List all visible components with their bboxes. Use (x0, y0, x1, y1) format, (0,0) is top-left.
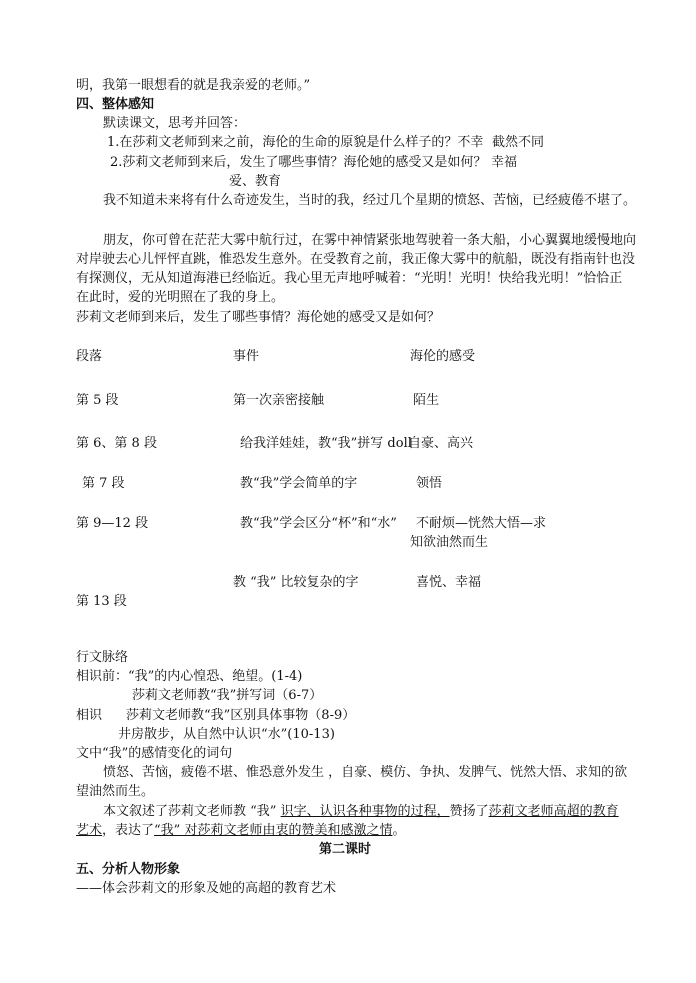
table-header-event: 事件 (233, 349, 260, 364)
paragraph-line: 有探测仪，无从知道海港已经临近。我心里无声地呼喊着：“光明！光明！快给我光明！”恰恰正 (76, 271, 623, 286)
table-cell-event: 给我洋娃娃，教“我”拼写 doll (240, 436, 412, 451)
question-repeat: 莎莉文老师到来后，发生了哪些事情？海伦她的感受又是如何？ (76, 310, 441, 325)
paragraph-line: 朋友，你可曾在茫茫大雾中航行过，在雾中神情紧张地驾驶着一条大船，小心翼翼地缓慢地向 (103, 233, 637, 248)
paragraph-line: 在此时，爱的光明照在了我的身上。 (76, 290, 285, 305)
section4-task: 默读课文，思考并回答： (103, 116, 247, 131)
question-1: 1.在莎莉文老师到来之前，海伦的生命的原貌是什么样子的？不幸 (107, 135, 484, 150)
intro-line: 明，我第一眼想看的就是我亲爱的老师。” (76, 78, 311, 93)
section5-subheading: ——体会莎莉文的形象及她的高超的教育艺术 (76, 881, 337, 896)
table-cell-feeling: 领悟 (416, 476, 443, 491)
summary-text: 本文叙述了莎莉文老师教 “我” (103, 804, 277, 819)
table-cell-feeling: 自豪、高兴 (408, 436, 474, 451)
table-cell-event: 教“我”学会区分“杯”和“水” (240, 516, 397, 531)
quote-line: 我不知道未来将有什么奇迹发生，当时的我，经过几个星期的愤怒、苦恼，已经疲倦不堪了。 (103, 193, 637, 208)
table-cell-feeling: 喜悦、幸福 (416, 575, 482, 590)
table-header-feeling: 海伦的感受 (410, 349, 476, 364)
changes-line: 愤怒、苦恼，疲倦不堪、惟恐意外发生 ，自豪、模仿、争执、发脾气、恍然大悟、求知的欲 (103, 765, 628, 780)
summary-line-1 (103, 804, 619, 820)
question-2-answer: 幸福 (491, 155, 518, 170)
summary-line-2 (76, 823, 405, 839)
summary-underlined: “我” 对莎莉文老师由衷的赞美和感激之情 (154, 823, 393, 838)
question-2: 2.莎莉文老师到来后，发生了哪些事情？海伦她的感受又是如何？ (110, 155, 487, 170)
table-cell-para: 第 6、第 8 段 (76, 436, 157, 451)
question-1-answer: 截然不同 (492, 135, 545, 150)
table-cell-event: 教“我”学会简单的字 (240, 476, 358, 491)
summary-text: ，表达了 (102, 823, 155, 838)
summary-text: 赞扬了 (449, 804, 489, 819)
lesson-2-heading: 第二课时 (319, 842, 372, 857)
table-cell-feeling-cont: 知欲油然而生 (410, 535, 489, 550)
table-cell-para: 第 7 段 (82, 476, 125, 491)
table-cell-para: 第 5 段 (76, 393, 119, 408)
table-header-para: 段落 (76, 349, 103, 364)
section5-heading: 五、分析人物形象 (76, 862, 181, 877)
summary-underlined: 莎莉文老师高超的教育 (488, 804, 619, 819)
outline-title: 行文脉络 (76, 650, 129, 665)
outline-line: 莎莉文老师教“我”区别具体事物（8-9） (126, 708, 356, 723)
section4-heading: 四、整体感知 (76, 97, 155, 112)
outline-label: 相识 (76, 708, 103, 723)
changes-title: 文中“我”的感情变化的词句 (76, 746, 233, 761)
table-cell-event: 教 “我” 比较复杂的字 (233, 575, 359, 590)
question-2-answer-2: 爱、教育 (229, 174, 282, 189)
summary-underlined: 识字、认识各种事物的过程， (280, 804, 450, 819)
changes-line: 望油然而生。 (76, 784, 155, 799)
summary-text: 。 (392, 823, 406, 838)
outline-line: 莎莉文老师教“我”拼写词（6-7） (132, 688, 323, 703)
summary-underlined: 艺术 (76, 823, 103, 838)
paragraph-line: 对岸驶去心儿怦怦直跳，惟恐发生意外。在受教育之前，我正像大雾中的航船，既没有指南针也没 (76, 252, 636, 267)
table-cell-event: 第一次亲密接触 (233, 393, 325, 408)
table-cell-para: 第 9—12 段 (76, 516, 149, 531)
table-cell-feeling: 陌生 (413, 393, 440, 408)
outline-line: 相识前：“我”的内心惶恐、绝望。(1-4) (76, 669, 303, 684)
table-cell-feeling: 不耐烦—恍然大悟—求 (416, 516, 547, 531)
table-cell-para: 第 13 段 (76, 594, 127, 609)
outline-line: 井房散步，从自然中认识“水”(10-13) (118, 727, 335, 742)
